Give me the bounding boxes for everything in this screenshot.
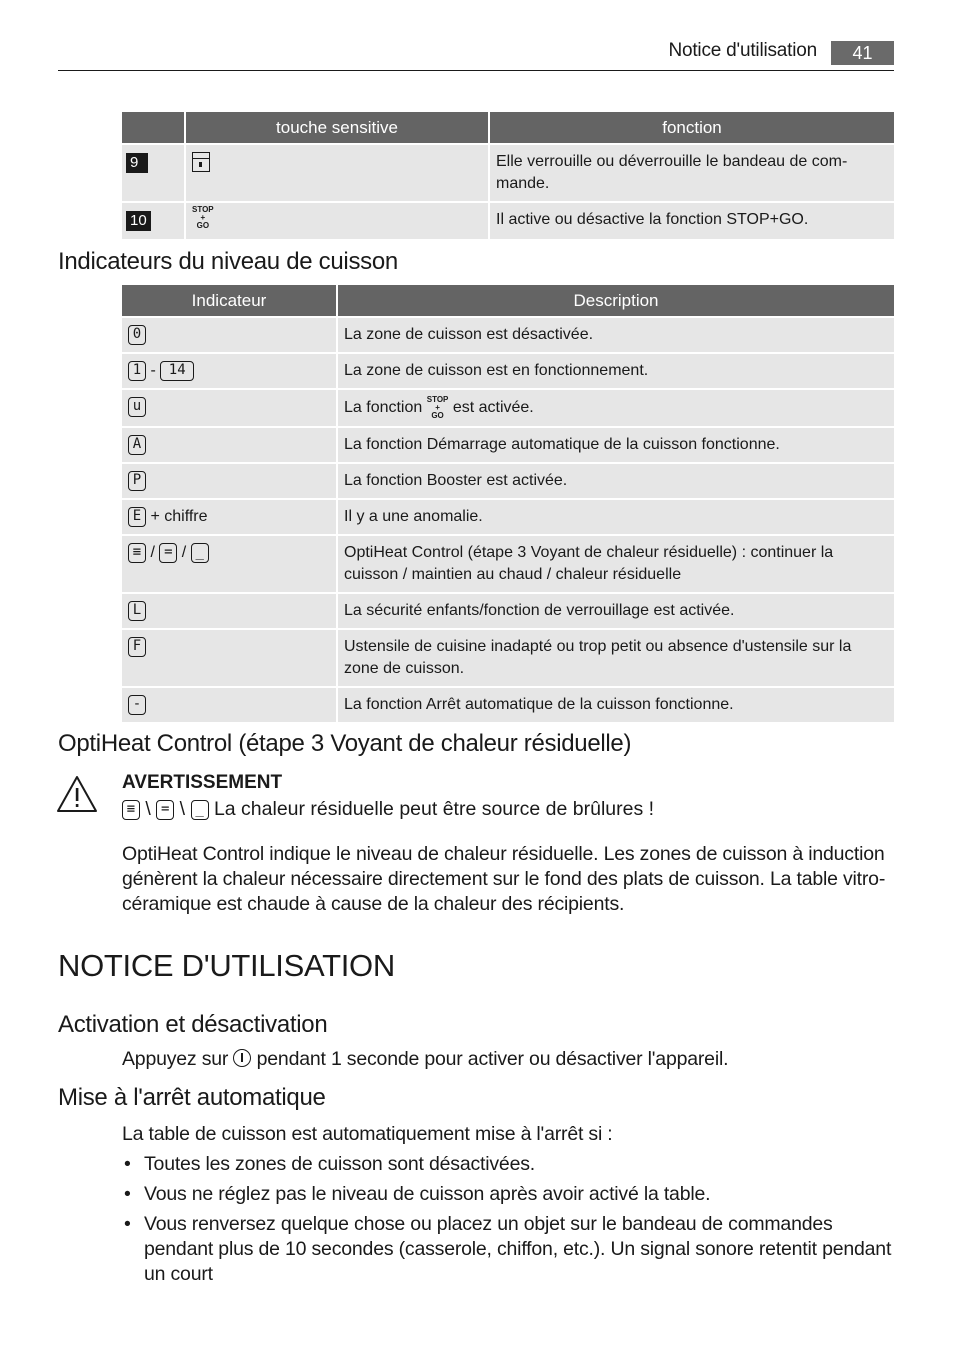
column-header: Indicateur (122, 285, 336, 316)
description-cell: Ustensile de cuisine inadapté ou trop petit ou absence d'ustensile sur la zone de cuisson. (338, 630, 894, 686)
display-symbol: A (128, 435, 146, 455)
touch-key-cell (186, 145, 488, 201)
indicator-cell (122, 318, 336, 352)
table-header-row (122, 285, 894, 316)
description-cell: La fonction STOP + GO est activée. (338, 390, 894, 426)
row-number: 10 (126, 211, 151, 231)
indicators-table (120, 283, 896, 724)
running-header-title: Notice d'utilisation (668, 40, 817, 61)
display-symbol: E (128, 507, 146, 527)
row-number-cell (122, 145, 184, 201)
list-item: • Vous renversez quelque chose ou placez un objet sur le bandeau de commandes pendant plus de 10 secondes (casserole, chiffon, etc.). Un signal sonore retentit pendant un court (122, 1212, 894, 1287)
warning-title: AVERTISSEMENT (122, 772, 283, 793)
display-symbol: _ (191, 800, 209, 820)
description-cell: La fonction Arrêt automatique de la cuisson fonctionne. (338, 688, 894, 722)
lock-icon (192, 152, 210, 172)
description-cell: La zone de cuisson est en fonctionnement. (338, 354, 894, 388)
display-symbol: = (159, 543, 177, 563)
function-cell (490, 203, 894, 239)
row-number: 9 (126, 153, 148, 173)
display-symbol: - (128, 695, 146, 715)
table-row (122, 594, 894, 628)
indicator-cell (122, 428, 336, 462)
section-heading: Activation et désactivation (58, 1011, 328, 1038)
indicator-cell (122, 464, 336, 498)
row-number-cell (122, 203, 184, 239)
stop-go-icon: STOP + GO (192, 205, 214, 230)
section-heading: Mise à l'arrêt automatique (58, 1084, 326, 1111)
power-icon (233, 1049, 251, 1067)
warning-line: ≡ \ = \ _ La chaleur résiduelle peut être source de brûlures ! (122, 797, 654, 822)
display-symbol: 0 (128, 325, 146, 345)
function-text: Elle verrouille ou déverrouille le bandeau de com- mande. (496, 153, 848, 192)
table-row (122, 354, 894, 388)
display-symbol: ≡ (128, 543, 146, 563)
display-symbol: u (128, 397, 146, 417)
display-symbol: = (156, 800, 174, 820)
indicator-cell (122, 594, 336, 628)
table-row (122, 390, 894, 426)
function-text: Il active ou désactive la fonction STOP+GO. (496, 211, 809, 228)
column-header: touche sensitive (186, 112, 488, 143)
description-cell: Il y a une anomalie. (338, 500, 894, 534)
display-symbol: 14 (160, 361, 194, 381)
section-heading: Indicateurs du niveau de cuisson (58, 248, 398, 275)
table-row (122, 318, 894, 352)
auto-off-intro: La table de cuisson est automatiquement mise à l'arrêt si : (122, 1123, 613, 1145)
touch-controls-table (120, 110, 896, 241)
display-symbol: L (128, 601, 146, 621)
table-row (122, 536, 894, 592)
touch-key-cell (186, 203, 488, 239)
page-number: 41 (831, 41, 894, 65)
indicator-cell: ≡ / = / _ (122, 536, 336, 592)
column-header (122, 112, 184, 143)
display-symbol: _ (191, 543, 209, 563)
table-row (122, 630, 894, 686)
table-row (122, 145, 894, 201)
display-symbol: ≡ (122, 800, 140, 820)
indicator-cell (122, 688, 336, 722)
description-cell: La sécurité enfants/fonction de verrouillage est activée. (338, 594, 894, 628)
indicator-cell (122, 390, 336, 426)
description-cell: La fonction Booster est activée. (338, 464, 894, 498)
warning-text: La chaleur résiduelle peut être source de brûlures ! (213, 798, 655, 820)
chapter-title: NOTICE D'UTILISATION (58, 948, 395, 983)
description-cell: OptiHeat Control (étape 3 Voyant de chaleur résiduelle) : continuer la cuisson / maintien au chaud / chaleur résiduelle (338, 536, 894, 592)
display-symbol: 1 (128, 361, 146, 381)
table-header-row (122, 112, 894, 143)
stop-go-icon: STOP + GO (426, 395, 449, 420)
display-symbol: P (128, 471, 146, 491)
activation-text: Appuyez sur pendant 1 seconde pour activer ou désactiver l'appareil. (122, 1048, 729, 1070)
indicator-cell: E + chiffre (122, 500, 336, 534)
description-cell: La zone de cuisson est désactivée. (338, 318, 894, 352)
section-heading: OptiHeat Control (étape 3 Voyant de chaleur résiduelle) (58, 730, 632, 757)
optiheat-paragraph: OptiHeat Control indique le niveau de chaleur résiduelle. Les zones de cuisson à induction génèrent la chaleur nécessaire directement sur le fond des plats de cuisson. La table vitro-céramique est chaude à cause de la chaleur des récipients. (122, 843, 886, 915)
table-row (122, 203, 894, 239)
indicator-cell: 1 - 14 (122, 354, 336, 388)
list-item: • Vous ne réglez pas le niveau de cuisson après avoir activé la table. (122, 1182, 894, 1207)
table-row (122, 464, 894, 498)
warning-triangle-icon (56, 775, 98, 813)
list-item: • Toutes les zones de cuisson sont désactivées. (122, 1152, 894, 1177)
function-cell (490, 145, 894, 201)
column-header: fonction (490, 112, 894, 143)
display-symbol: F (128, 637, 146, 657)
description-cell: La fonction Démarrage automatique de la cuisson fonctionne. (338, 428, 894, 462)
indicator-cell (122, 630, 336, 686)
column-header: Description (338, 285, 894, 316)
header-rule (58, 70, 894, 71)
table-row (122, 688, 894, 722)
table-row (122, 428, 894, 462)
table-row (122, 500, 894, 534)
auto-off-list (122, 1152, 894, 1292)
